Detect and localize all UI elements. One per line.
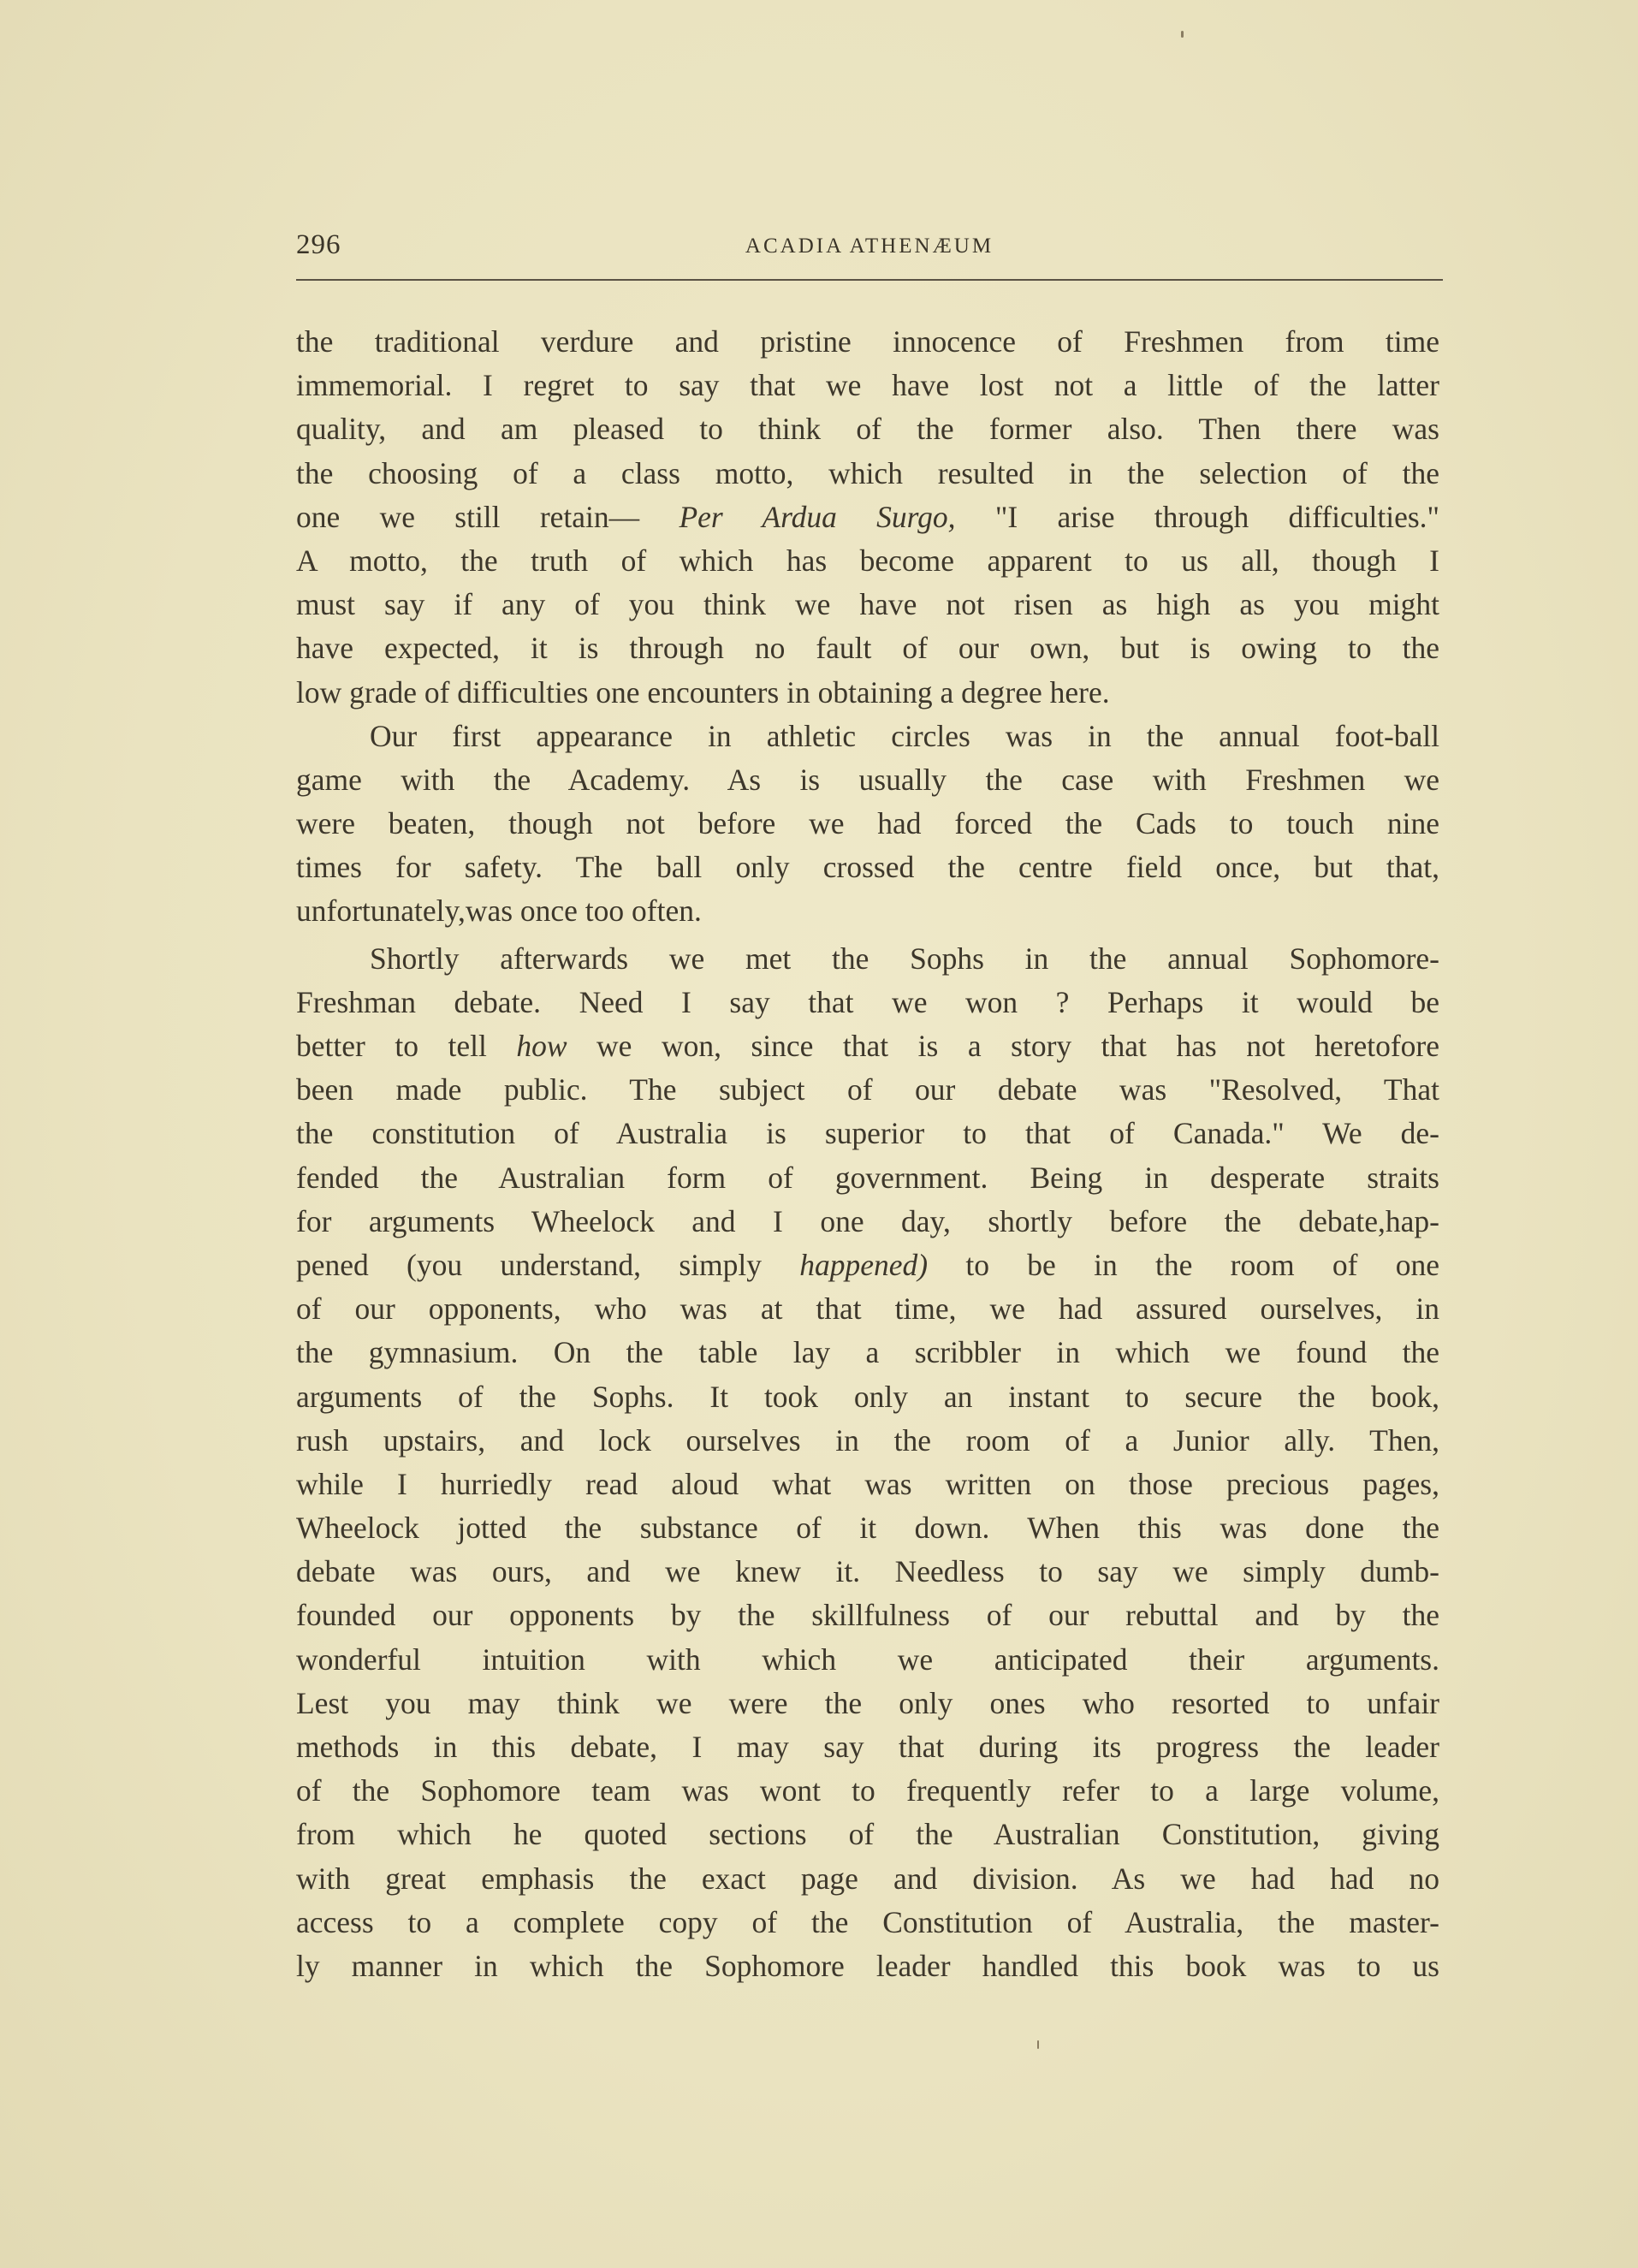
text-line: for arguments Wheelock and I one day, shortly before the debate,hap- [296,1203,1439,1238]
text-segment: better to tell [296,1029,517,1063]
article-body [296,320,1439,1988]
text-line-happened [296,1244,1439,1287]
text-line: Freshman debate. Need I say that we won ? Perhaps it would be [296,984,1439,1019]
text-line: were beaten, though not before we had forced the Cads to touch nine [296,806,1439,841]
text-line: Wheelock jotted the substance of it down. When this was done the [296,1511,1439,1546]
text-line: access to a complete copy of the Constitution of Australia, the master- [296,1904,1439,1939]
motto-translation: "I arise through difficulties." [994,499,1440,534]
paper-speck [1181,31,1184,38]
text-line: ly manner in which the Sophomore leader handled this book was to us [296,1948,1439,1983]
text-line: quality, and am pleased to think of the former also. Then there was [296,412,1439,447]
text-line: unfortunately,was once too often. [296,894,702,929]
paragraph-2 [296,715,1439,934]
text-line: the gymnasium. On the table lay a scribbler in which we found the [296,1335,1439,1370]
text-line: fended the Australian form of government. Being in desperate straits [296,1160,1439,1195]
paragraph-1 [296,320,1439,715]
text-line: the traditional verdure and pristine innocence of Freshmen from time [296,324,1439,359]
text-line: the constitution of Australia is superior to that of Canada." We de- [296,1116,1439,1151]
paper-speck [1037,2040,1039,2049]
text-segment: we won, since that is a story that has not heretofore [567,1029,1439,1063]
text-segment: one we still retain— [296,499,680,534]
text-line-how [296,1024,1439,1068]
text-line: wonderful intuition with which we anticipated their arguments. [296,1642,1439,1677]
text-line: of our opponents, who was at that time, we had assured ourselves, in [296,1291,1439,1327]
text-segment: pened (you understand, simply [296,1247,800,1282]
text-line: from which he quoted sections of the Australian Constitution, giving [296,1817,1439,1852]
text-line: times for safety. The ball only crossed the centre field once, but that, [296,850,1439,885]
text-line: Shortly afterwards we met the Sophs in the annual Sophomore- [370,941,1439,976]
text-line: with great emphasis the exact page and division. As we had had no [296,1861,1439,1896]
italic-happened: happened) [799,1247,929,1282]
text-line: have expected, it is through no fault of our own, but is owing to the [296,631,1439,666]
text-line: must say if any of you think we have not risen as high as you might [296,587,1439,622]
text-line: Our first appearance in athletic circles was in the annual foot-ball [370,718,1439,753]
text-line: while I hurriedly read aloud what was written on those precious pages, [296,1466,1439,1501]
text-line: rush upstairs, and lock ourselves in the room of a Junior ally. Then, [296,1422,1439,1458]
text-line: debate was ours, and we knew it. Needless to say we simply dumb- [296,1554,1439,1589]
text-line: arguments of the Sophs. It took only an instant to secure the book, [296,1379,1439,1414]
text-segment: to be in the room of one [928,1247,1439,1282]
paragraph-3 [296,937,1439,1989]
text-line: A motto, the truth of which has become apparent to us all, though I [296,543,1439,578]
italic-how: how [516,1029,567,1063]
running-title: ACADIA ATHENÆUM [745,235,994,258]
page-number: 296 [296,229,341,260]
text-line-motto [296,496,1439,539]
text-line: immemorial. I regret to say that we have lost not a little of the latter [296,368,1439,403]
text-line: game with the Academy. As is usually the case with Freshmen we [296,762,1439,797]
header-rule [296,279,1443,281]
text-line: been made public. The subject of our debate was "Resolved, That [296,1072,1439,1107]
text-line: the choosing of a class motto, which resulted in the selection of the [296,455,1439,490]
text-line: of the Sophomore team was wont to frequently refer to a large volume, [296,1773,1439,1808]
page-header [296,229,1443,267]
motto-latin: Per Ardua Surgo, [679,499,956,534]
text-line: low grade of difficulties one encounters in obtaining a degree here. [296,674,1110,709]
text-line: methods in this debate, I may say that during its progress the leader [296,1730,1439,1764]
text-line: Lest you may think we were the only ones who resorted to unfair [296,1685,1439,1720]
text-line: founded our opponents by the skillfulness of our rebuttal and by the [296,1598,1439,1633]
